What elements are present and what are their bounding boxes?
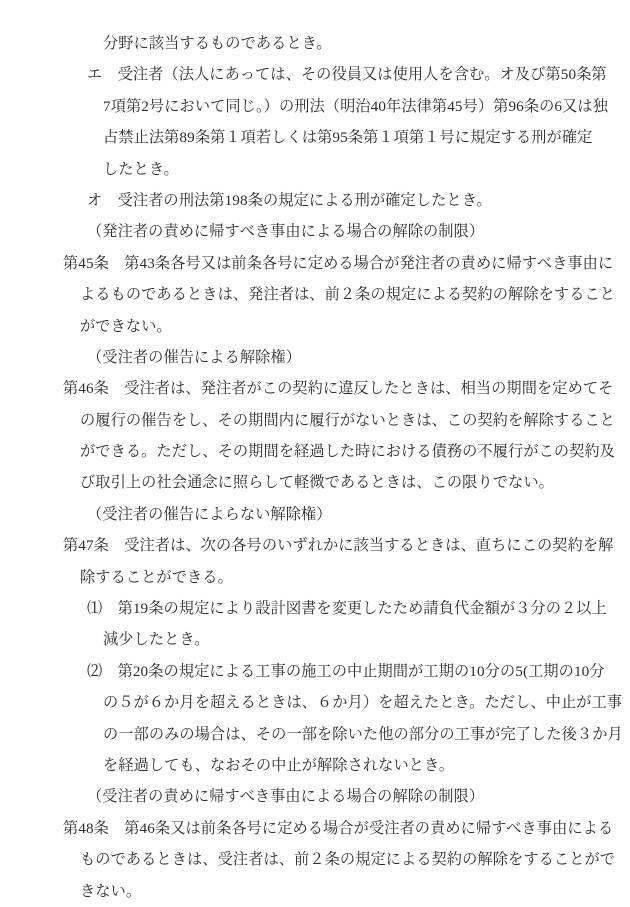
text-line-article-continuation: 除することができる。 [80, 568, 233, 586]
text-line-article-heading: 第46条 受注者は、発注者がこの契約に違反したときは、相当の期間を定めてそ [63, 380, 614, 398]
text-line-article-continuation: び取引上の社会通念に照らして軽微であるときは、この限りでない。 [80, 474, 554, 492]
text-line-numbered-item-continuation: の５が６か月を超えるときは、６か月）を超えたとき。ただし、中止が工事 [103, 694, 623, 712]
text-line-numbered-item-continuation: を経過しても、なおその中止が解除されないとき。 [103, 756, 455, 774]
text-line-article-heading: 第45条 第43条各号又は前条各号に定める場合が発注者の責めに帰すべき事由に [63, 254, 614, 272]
text-line-sub-item-continuation: 分野に該当するものであるとき。 [103, 35, 332, 52]
text-line-article-continuation: きない。 [80, 882, 142, 900]
text-line-numbered-item-continuation: 減少したとき。 [103, 631, 210, 649]
text-line-sub-item: エ 受注者（法人にあっては、その役員又は使用人を含む。オ及び第50条第 [87, 66, 607, 84]
text-line-numbered-item-continuation: の一部のみの場合は、その一部を除いた他の部分の工事が完了した後３か月 [103, 725, 623, 743]
text-line-sub-item-continuation: したとき。 [103, 160, 179, 178]
text-line-sub-item: オ 受注者の刑法第198条の規定による刑が確定したとき。 [87, 191, 492, 209]
text-line-article-continuation: ものであるときは、受注者は、前２条の規定による契約の解除をすることがで [80, 851, 616, 869]
text-line-numbered-item: ⑴ 第19条の規定により設計図書を変更したため請負代金額が３分の２以上 [87, 600, 607, 618]
document-text-body [0, 28, 630, 907]
text-line-article-continuation: の履行の催告をし、その期間内に履行がないときは、この契約を解除すること [80, 411, 616, 429]
text-line-article-continuation: ができない。 [80, 317, 172, 335]
text-line-article-continuation: よるものであるときは、発注者は、前２条の規定による契約の解除をすること [80, 286, 616, 304]
text-line-sub-item-continuation: 占禁止法第89条第１項若しくは第95条第１項第１号に規定する刑が確定 [103, 129, 593, 147]
text-line-article-continuation: ができる。ただし、その期間を経過した時における債務の不履行がこの契約及 [80, 443, 616, 461]
text-line-caption: （受注者の責めに帰すべき事由による場合の解除の制限） [87, 788, 485, 806]
text-line-article-heading: 第48条 第46条又は前条各号に定める場合が受注者の責めに帰すべき事由による [63, 819, 614, 837]
text-line-numbered-item: ⑵ 第20条の規定による工事の施工の中止期間が工期の10分の5(工期の10分 [87, 662, 605, 680]
text-line-article-heading: 第47条 受注者は、次の各号のいずれかに該当するときは、直ちにこの契約を解 [63, 537, 614, 555]
text-line-caption: （受注者の催告による解除権） [87, 348, 302, 366]
text-line-caption: （発注者の責めに帰すべき事由による場合の解除の制限） [87, 223, 485, 241]
text-line-sub-item-continuation: 7項第2号において同じ。）の刑法（明治40年法律第45号）第96条の6又は独 [103, 97, 608, 115]
text-line-caption: （受注者の催告によらない解除権） [87, 505, 332, 523]
